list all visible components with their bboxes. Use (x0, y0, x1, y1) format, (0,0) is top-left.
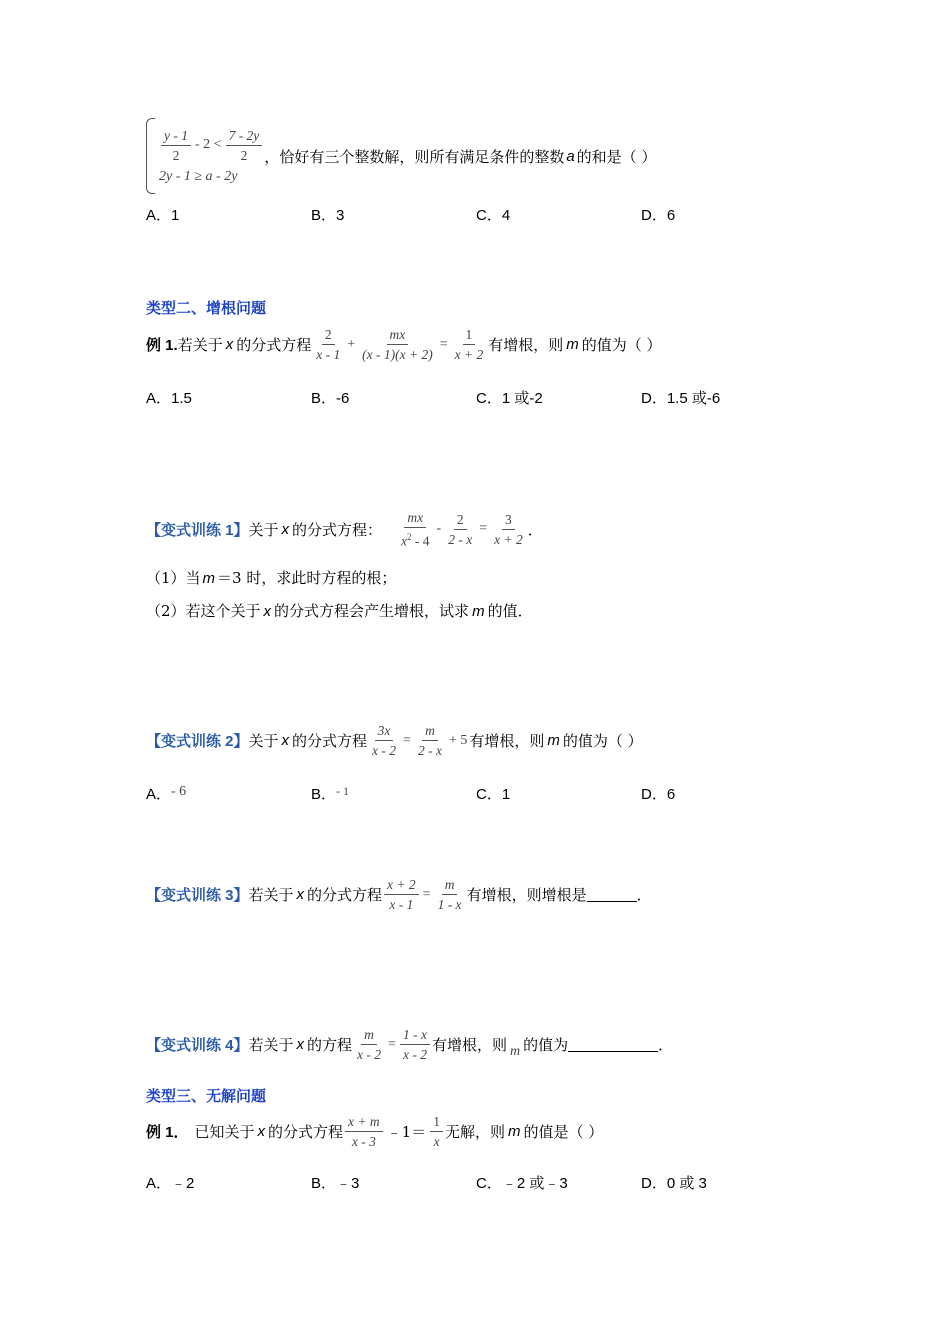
variable-m: m (507, 1123, 521, 1140)
option-a[interactable]: A．1 (146, 207, 180, 224)
operator: - (436, 521, 442, 537)
denominator: x - 2 (372, 743, 397, 758)
option-d[interactable]: D．0 或 3 (641, 1175, 707, 1192)
option-a[interactable]: A．﹣2 (146, 1175, 195, 1192)
question-text: ，恰好有三个整数解，则所有满足条件的整数 (264, 147, 565, 166)
text: 有增根，则 (469, 732, 545, 750)
denominator: x - 2 (402, 1047, 427, 1062)
option-label: B． (311, 786, 337, 803)
numerator: 2 (322, 327, 335, 345)
text: ． (527, 520, 543, 539)
fraction (359, 327, 436, 362)
text: ﹣1＝ (386, 1123, 427, 1141)
answer-blank[interactable] (568, 1037, 658, 1052)
operator: = (422, 886, 431, 902)
example-1 (146, 327, 662, 362)
option-b[interactable] (311, 783, 349, 804)
variable-m: m (566, 336, 579, 353)
variant-tag: 【变式训练 4】 (146, 1037, 249, 1054)
denominator: x - 3 (351, 1134, 376, 1149)
text: 的分式方程： (292, 520, 383, 539)
variable-x: x (263, 603, 272, 620)
inequality-line-1 (159, 128, 264, 163)
text: ． (658, 1036, 674, 1054)
option-value: - 6 (171, 784, 187, 799)
text: 有增根，则增根是 (466, 886, 587, 904)
denominator: x - 2 (357, 1047, 382, 1062)
option-d[interactable]: D．6 (641, 786, 676, 803)
text: 若关于 (177, 336, 223, 354)
variant-training-2 (146, 723, 643, 758)
exponent: 2 (407, 532, 412, 542)
variant-tag: 【变式训练 1】 (146, 521, 249, 539)
option-b[interactable]: B．﹣3 (311, 1175, 360, 1192)
numerator: m (442, 877, 458, 895)
option-c[interactable]: C．4 (476, 207, 511, 224)
fraction (226, 128, 263, 163)
denominator (398, 528, 433, 549)
fraction (445, 512, 475, 547)
text: 的分式方程会产生增根，试求 (274, 602, 470, 620)
text: 的值为（ ） (581, 336, 662, 354)
numerator: m (361, 1027, 377, 1045)
fraction (384, 877, 419, 912)
variant-tag: 【变式训练 2】 (146, 733, 249, 750)
operator: = (388, 1036, 396, 1052)
text: （2）若这个关于 (146, 602, 261, 620)
numerator: 3x (375, 723, 394, 741)
denominator-rest: - 4 (411, 533, 430, 549)
numerator: x + m (345, 1114, 383, 1132)
variable-x: x (281, 520, 290, 538)
text: 关于 (248, 520, 279, 539)
denominator-base: x (401, 533, 408, 549)
variable-x: x (296, 1036, 305, 1053)
variable-x: x (281, 732, 290, 749)
numerator: 1 (430, 1114, 443, 1132)
variable-x: x (225, 336, 234, 353)
text: 有增根，则 (488, 336, 564, 354)
numerator: y - 1 (161, 128, 191, 146)
text: 已知关于 (194, 1123, 255, 1141)
example-1-no-solution (146, 1114, 603, 1149)
denominator: 1 - x (437, 897, 462, 912)
fraction (313, 327, 343, 362)
variable-m: m (472, 603, 485, 620)
operator: = (439, 336, 448, 352)
numerator: 7 - 2y (226, 128, 263, 146)
fraction (400, 1027, 430, 1062)
fraction (435, 877, 465, 912)
denominator: 2 (240, 147, 248, 163)
options-row (146, 1172, 846, 1192)
denominator: x - 1 (389, 897, 414, 912)
option-c[interactable]: C．﹣2 或﹣3 (476, 1175, 568, 1192)
text: 的值为（ ） (562, 732, 643, 750)
denominator: x - 1 (316, 347, 341, 362)
options-row (146, 783, 846, 803)
operator: = (479, 521, 488, 537)
question-text: 的和是（ ） (576, 147, 657, 166)
denominator: 2 - x (448, 531, 473, 547)
text: 的值是（ ） (523, 1123, 604, 1141)
numerator: 3 (502, 512, 515, 530)
variant-tag: 【变式训练 3】 (146, 887, 249, 904)
system-brace (146, 118, 155, 194)
variable-m: m (202, 570, 216, 587)
numerator: m (422, 723, 438, 741)
section-title: 类型二、增根问题 (146, 300, 267, 317)
operator: + 5 (448, 732, 468, 748)
inequality-line-2: 2y - 1 ≥ a - 2y (159, 168, 238, 184)
sub-question-2 (146, 600, 533, 621)
variable-x: x (296, 886, 305, 903)
numerator: 2 (454, 512, 467, 530)
text: 的分式方程 (307, 886, 383, 904)
inequality-system-question (146, 118, 656, 194)
fraction (415, 723, 445, 758)
variant-training-4 (146, 1027, 673, 1062)
variable-x: x (257, 1123, 266, 1140)
example-label: 例 1． (146, 1124, 189, 1141)
operator: = (403, 732, 411, 748)
options-row (146, 204, 846, 224)
option-c[interactable]: C．1 (476, 786, 511, 803)
denominator: x (433, 1134, 440, 1149)
text: 若关于 (248, 1036, 294, 1054)
fraction (491, 512, 526, 547)
options-row (146, 387, 846, 407)
variant-training-3 (146, 877, 652, 912)
answer-blank[interactable] (587, 887, 637, 902)
text: 的值． (487, 602, 533, 620)
option-b[interactable]: B．-6 (311, 390, 350, 407)
option-a[interactable] (146, 783, 186, 804)
operator: + (347, 336, 356, 352)
sub-question-1 (146, 567, 396, 588)
fraction (161, 128, 191, 163)
option-d[interactable]: D．1.5 或-6 (641, 390, 721, 407)
option-label: A． (146, 786, 172, 803)
inequality-system (159, 128, 264, 185)
denominator: (x - 1)(x + 2) (362, 347, 433, 362)
variant-training-1 (146, 510, 543, 549)
text: 的分式方程 (236, 336, 312, 354)
option-d[interactable]: D．6 (641, 207, 676, 224)
variable-m: m (547, 732, 560, 749)
text: 的值为 (523, 1036, 569, 1054)
option-c[interactable]: C．1 或-2 (476, 390, 543, 407)
variable-m: m (509, 1043, 521, 1059)
text: ． (636, 886, 652, 904)
text: 的方程 (307, 1036, 353, 1054)
variable-a: a (566, 147, 575, 165)
fraction (430, 1114, 443, 1149)
fraction (369, 723, 399, 758)
denominator: x + 2 (454, 347, 484, 362)
numerator: 1 (463, 327, 476, 345)
numerator: 1 - x (400, 1027, 430, 1045)
numerator: x + 2 (384, 877, 419, 895)
fraction (345, 1114, 383, 1149)
numerator: mx (404, 510, 426, 528)
text: 若关于 (248, 886, 294, 904)
option-b[interactable]: B．3 (311, 207, 345, 224)
denominator: 2 - x (417, 743, 442, 758)
fraction (354, 1027, 384, 1062)
text: 的分式方程 (292, 732, 368, 750)
fraction (452, 327, 487, 362)
denominator: 2 (172, 147, 180, 163)
text: 的分式方程 (268, 1123, 344, 1141)
numerator: mx (387, 327, 409, 345)
text: （1）当 (146, 569, 201, 587)
example-label: 例 1. (146, 337, 178, 354)
option-value: - 1 (336, 784, 350, 798)
fraction (398, 510, 433, 549)
text: 有增根，则 (431, 1036, 507, 1054)
operator: - 2 < (195, 137, 222, 152)
text: 无解，则 (444, 1123, 505, 1141)
section-title: 类型三、无解问题 (146, 1088, 267, 1105)
denominator: x + 2 (494, 531, 523, 547)
text: ＝3 时，求此时方程的根； (217, 569, 397, 587)
option-a[interactable]: A．1.5 (146, 390, 192, 407)
text: 关于 (248, 732, 279, 750)
